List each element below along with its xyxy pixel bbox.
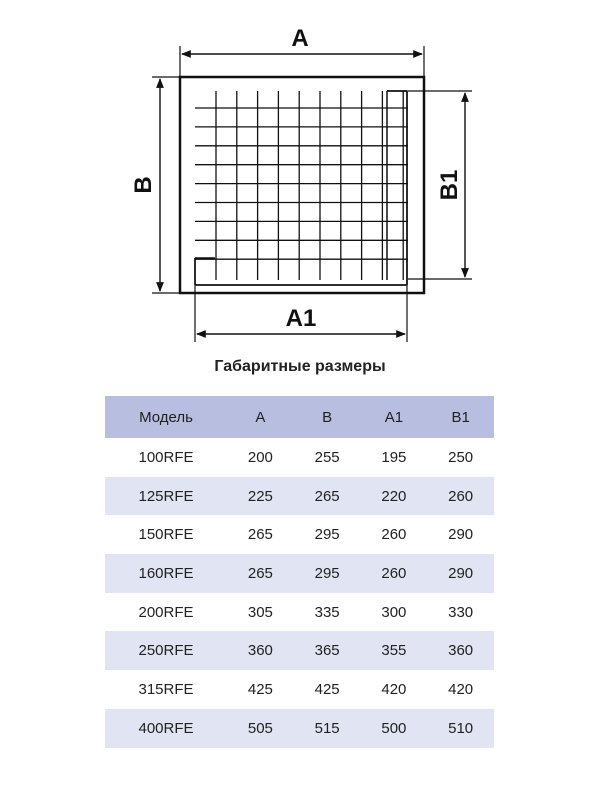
cell-a1: 500	[361, 709, 428, 748]
dim-a1-label: A1	[285, 305, 317, 332]
cell-a: 265	[227, 554, 294, 593]
cell-a1: 420	[381, 680, 407, 698]
cell-b: 365	[294, 631, 361, 670]
cell-b1: 290	[427, 554, 494, 593]
cell-b: 295	[294, 554, 361, 593]
cell-model: 125RFE	[105, 477, 227, 516]
cell-model: 150RFE	[138, 526, 194, 544]
table-body	[105, 438, 494, 748]
cell-b1: 250	[448, 448, 474, 466]
cell-a: 225	[227, 477, 294, 516]
cell-model: 250RFE	[105, 631, 227, 670]
cell-a1: 220	[361, 477, 428, 516]
table-header-row	[105, 396, 494, 438]
cell-b1: 510	[427, 709, 494, 748]
header-a: A	[227, 396, 294, 438]
dimensions-table	[105, 396, 494, 748]
table-row	[105, 709, 494, 748]
grille-mesh	[195, 91, 424, 280]
cell-b: 255	[314, 448, 340, 466]
cell-a1: 195	[381, 448, 407, 466]
cell-model: 315RFE	[138, 680, 194, 698]
dim-a-label: A	[291, 25, 309, 52]
cell-b1: 360	[427, 631, 494, 670]
cell-b: 295	[314, 526, 340, 544]
grille-dimension-drawing	[0, 0, 600, 350]
table-row	[105, 477, 494, 516]
cell-a1: 355	[361, 631, 428, 670]
table-row	[105, 438, 494, 477]
table-title: Габаритные размеры	[214, 358, 386, 375]
cell-a: 265	[247, 526, 273, 544]
table-row	[105, 670, 494, 709]
header-model: Модель	[105, 396, 227, 438]
dim-b-label: B	[130, 176, 157, 194]
cell-b: 265	[294, 477, 361, 516]
table-row	[105, 631, 494, 670]
cell-a1: 300	[381, 603, 407, 621]
grille-inner-rect	[195, 91, 407, 285]
table-row	[105, 593, 494, 632]
cell-b1: 260	[427, 477, 494, 516]
cell-model: 160RFE	[105, 554, 227, 593]
cell-model: 200RFE	[138, 603, 194, 621]
header-b: B	[294, 396, 361, 438]
cell-model: 100RFE	[138, 448, 194, 466]
cell-a: 360	[227, 631, 294, 670]
cell-a: 200	[247, 448, 273, 466]
table-row	[105, 554, 494, 593]
cell-a1: 260	[381, 526, 407, 544]
dim-b1-label: B1	[436, 169, 463, 201]
table-row	[105, 515, 494, 554]
cell-a: 505	[227, 709, 294, 748]
cell-b: 425	[314, 680, 340, 698]
header-b1: B1	[427, 396, 494, 438]
grille-inner-frame	[195, 91, 407, 285]
cell-b: 335	[314, 603, 340, 621]
cell-a1: 260	[361, 554, 428, 593]
cell-b1: 330	[448, 603, 474, 621]
cell-a: 425	[247, 680, 273, 698]
cell-model: 400RFE	[105, 709, 227, 748]
cell-a: 305	[247, 603, 273, 621]
cell-b1: 290	[448, 526, 474, 544]
cell-b1: 420	[448, 680, 474, 698]
cell-b: 515	[294, 709, 361, 748]
header-a1: A1	[361, 396, 428, 438]
